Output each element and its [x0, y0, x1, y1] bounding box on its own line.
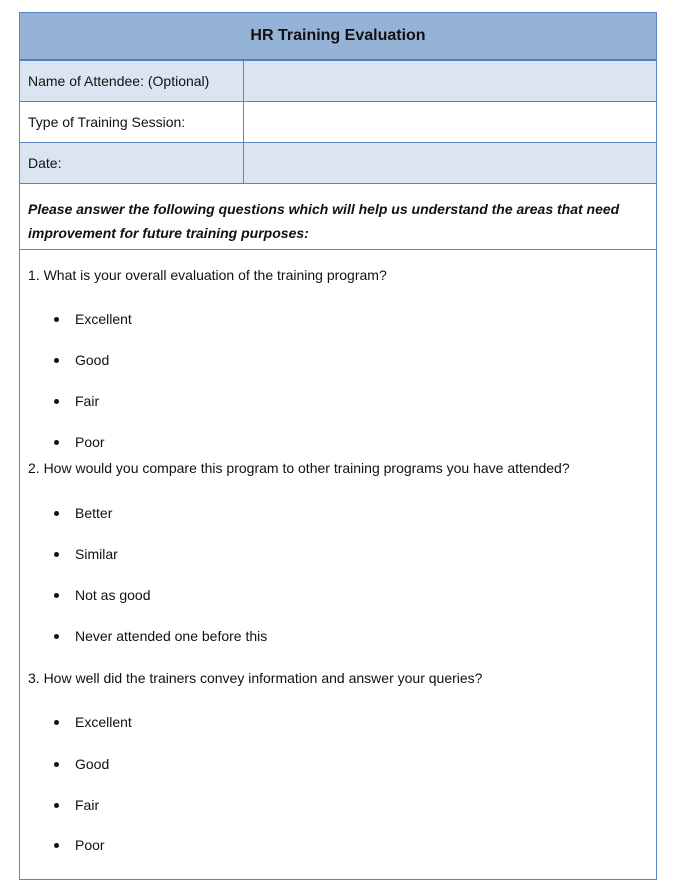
option-fair[interactable]: Fair — [28, 392, 648, 410]
option-similar[interactable]: Similar — [28, 545, 648, 563]
question-1-text: 1. What is your overall evaluation of the training program? — [28, 267, 387, 283]
option-excellent[interactable]: Excellent — [28, 713, 648, 731]
question-1-options — [28, 310, 648, 451]
attendee-name-field[interactable] — [244, 61, 656, 101]
questions-section — [20, 250, 656, 854]
training-type-row — [20, 102, 656, 143]
option-poor[interactable]: Poor — [28, 433, 648, 451]
evaluation-form — [19, 12, 657, 880]
attendee-name-label: Name of Attendee: (Optional) — [20, 61, 244, 101]
option-good[interactable]: Good — [28, 755, 648, 773]
question-3-text: 3. How well did the trainers convey information and answer your queries? — [28, 670, 483, 686]
date-row — [20, 143, 656, 184]
option-better[interactable]: Better — [28, 504, 648, 522]
date-label: Date: — [20, 143, 244, 183]
instructions-text: Please answer the following questions which will help us understand the areas that need improvement for future training purposes: — [20, 184, 656, 250]
form-title: HR Training Evaluation — [20, 13, 656, 61]
question-1 — [28, 250, 648, 451]
option-fair[interactable]: Fair — [28, 796, 648, 814]
training-type-field[interactable] — [244, 102, 656, 142]
option-never-attended[interactable]: Never attended one before this — [28, 627, 648, 645]
question-3-options — [28, 713, 648, 854]
option-poor[interactable]: Poor — [28, 836, 648, 854]
option-excellent[interactable]: Excellent — [28, 310, 648, 328]
question-2-options — [28, 504, 648, 645]
question-2-text: 2. How would you compare this program to other training programs you have attended? — [28, 460, 570, 476]
attendee-name-row — [20, 61, 656, 102]
date-field[interactable] — [244, 143, 656, 183]
training-type-label: Type of Training Session: — [20, 102, 244, 142]
question-2 — [28, 451, 648, 645]
question-3 — [28, 645, 648, 854]
option-not-as-good[interactable]: Not as good — [28, 586, 648, 604]
option-good[interactable]: Good — [28, 351, 648, 369]
